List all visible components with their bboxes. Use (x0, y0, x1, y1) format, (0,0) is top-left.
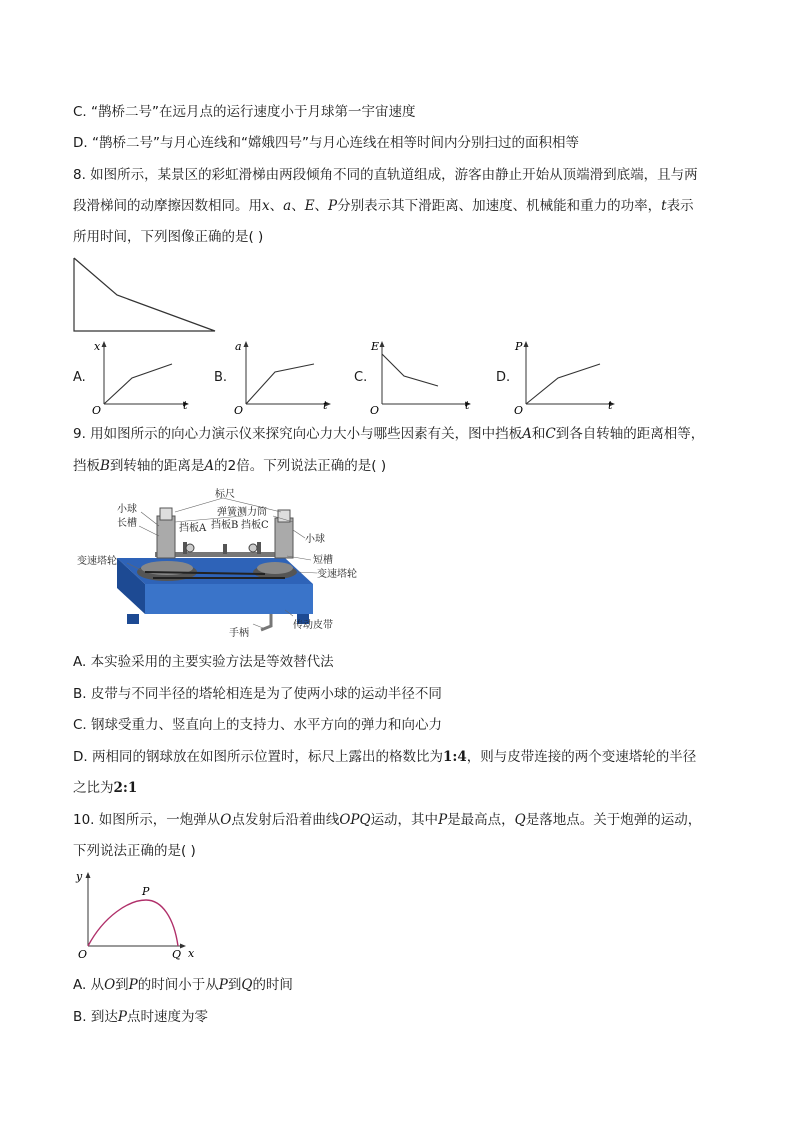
axis-y-label: y (76, 870, 83, 883)
label-short-groove: 短槽 (313, 555, 333, 566)
q10-option-a-text: 的时间小于从 (137, 977, 219, 993)
label-tower-wheel-right: 变速塔轮 (317, 569, 357, 580)
q7-option-d: D. “鹊桥二号”与月心连线和“嫦娥四号”与月心连线在相等时间内分别扫过的面积相等 (73, 135, 579, 151)
ball-left (186, 544, 194, 552)
label-ruler: 标尺 (215, 489, 235, 500)
q8-stem-text: 段滑梯间的动摩擦因数相同。用 (73, 198, 262, 214)
label-ball-left: 小球 (117, 504, 137, 515)
plate-c (257, 542, 261, 554)
point-p-label: P (142, 885, 150, 898)
graph-curve (526, 364, 600, 404)
q8-option-d-label: D. (496, 370, 511, 385)
q8-graph-c (368, 338, 476, 416)
q9-symbol-a: A (204, 458, 215, 474)
label-spring-cylinder: 弹簧测力筒 (217, 507, 267, 518)
graph-x-label: t (183, 399, 188, 412)
q9-stem-line2 (73, 456, 386, 476)
trajectory-curve (88, 900, 178, 946)
label-long-groove: 长槽 (117, 518, 137, 529)
q10-option-b-text: 点时速度为零 (126, 1009, 208, 1025)
q10-stem-line1 (73, 810, 701, 830)
q10-symbol-p: P (438, 812, 448, 828)
q8-option-b-label: B. (214, 370, 228, 385)
q9-stem-text: 到各自转轴的距离相等， (555, 426, 705, 442)
graph-curve (382, 354, 438, 386)
q10-symbol-q: Q (514, 812, 526, 828)
q10-option-a-text: 到 (115, 977, 129, 993)
base-front (145, 584, 313, 614)
label-ball-right: 小球 (305, 534, 325, 545)
graph-x-label: t (323, 399, 328, 412)
q8-graph-b (232, 338, 337, 416)
q10-symbol-p: P (218, 977, 228, 993)
q8-symbol-p: P (328, 198, 338, 214)
ball-right (249, 544, 257, 552)
graph-x-label: t (608, 399, 613, 412)
point-q-label: Q (172, 948, 182, 960)
plate-b (223, 544, 227, 554)
q10-stem-text: 是最高点， (447, 812, 515, 828)
q10-stem-text: 是落地点。关于炮弹的运动， (525, 812, 702, 828)
q8-symbol-x: x (262, 198, 270, 214)
q10-symbol-o: O (220, 812, 232, 828)
q9-stem-text: 9. 用如图所示的向心力演示仪来探究向心力大小与哪些因素有关，图中挡板 (73, 426, 523, 442)
q8-graph-a (90, 338, 195, 416)
point-o-label: O (78, 948, 88, 960)
q10-option-a-text: 的时间 (252, 977, 293, 993)
spring-cylinder-left (157, 516, 175, 558)
q9-option-b: B. 皮带与不同半径的塔轮相连是为了使两小球的运动半径不同 (73, 686, 442, 702)
projectile-figure (74, 868, 204, 960)
q10-stem-text: 运动，其中 (370, 812, 439, 828)
q9-stem-text: 挡板 (73, 458, 100, 474)
graph-origin-label: O (92, 404, 102, 416)
q10-stem-text: 点发射后沿着曲线 (231, 812, 340, 828)
q10-symbol-p: P (117, 1009, 127, 1025)
q8-separator: 、 (269, 198, 284, 214)
q8-separator: 、 (291, 198, 305, 214)
label-handle: 手柄 (229, 628, 249, 639)
q9-symbol-c: C (545, 426, 556, 442)
q10-symbol-p: P (128, 977, 138, 993)
q9-stem-text: 的2倍。下列说法正确的是( ) (214, 458, 387, 474)
q10-option-a-text: 到 (227, 977, 242, 993)
q8-stem-text: 分别表示其下滑距离、加速度、机械能和重力的功率， (337, 198, 662, 214)
label-plate-c: 挡板C (241, 520, 269, 531)
q9-symbol-b: B (100, 458, 110, 474)
centripetal-apparatus-figure (75, 486, 375, 646)
q10-option-b-text: B. 到达 (73, 1009, 118, 1025)
q10-option-a (73, 975, 293, 995)
q9-symbol-a: A (522, 426, 532, 442)
slide-outline (74, 258, 215, 331)
graph-y-label: E (371, 340, 380, 353)
axis-x-label: x (188, 947, 195, 960)
q9-option-c: C. 钢球受重力、竖直向上的支持力、水平方向的弹力和向心力 (73, 717, 443, 733)
q10-stem-text: 10. 如图所示，一炮弹从 (73, 812, 221, 828)
q7-option-c: C. “鹊桥二号”在远月点的运行速度小于月球第一宇宙速度 (73, 104, 416, 120)
q10-symbol-q: Q (241, 977, 253, 993)
q8-stem-line3: 所用时间，下列图像正确的是( ) (73, 229, 264, 245)
q9-option-d-text: 之比为 (73, 780, 114, 796)
label-plate-a: 挡板A (179, 523, 207, 534)
q8-symbol-t: t (661, 198, 667, 214)
graph-curve (104, 364, 172, 404)
graph-y-label: P (515, 340, 523, 353)
q9-ratio-radius: 2:1 (113, 780, 138, 796)
q9-stem-text: 到转轴的距离是 (109, 458, 205, 474)
q9-stem-line1 (73, 424, 704, 444)
q8-graph-d (512, 338, 620, 416)
q8-stem-line2 (73, 196, 694, 216)
slide-figure (70, 254, 220, 334)
q9-option-a: A. 本实验采用的主要实验方法是等效替代法 (73, 654, 334, 670)
q9-ratio-scale: 1:4 (442, 749, 467, 765)
q8-option-c-label: C. (354, 370, 368, 385)
label-plate-b: 挡板B (211, 520, 239, 531)
graph-y-label: x (94, 340, 101, 353)
q10-symbol-o: O (104, 977, 116, 993)
q10-option-a-text: A. 从 (73, 977, 105, 993)
q8-stem-text: 表示 (666, 198, 694, 214)
q8-symbol-a: a (283, 198, 292, 214)
graph-x-label: t (465, 399, 470, 412)
q8-symbol-e: E (304, 198, 315, 214)
q8-stem-line1: 8. 如图所示，某景区的彩虹滑梯由两段倾角不同的直轨道组成，游客由静止开始从顶端滑到底端，且与两 (73, 167, 698, 183)
graph-origin-label: O (234, 404, 244, 416)
q8-option-a-label: A. (73, 370, 86, 385)
q8-separator: 、 (314, 198, 329, 214)
q9-option-d-line1 (73, 747, 696, 767)
spring-cylinder-right (275, 518, 293, 558)
graph-origin-label: O (370, 404, 380, 416)
label-drive-belt: 传动皮带 (293, 620, 333, 631)
q9-stem-text: 和 (531, 426, 546, 442)
q10-symbol-opq: OPQ (339, 812, 371, 828)
graph-origin-label: O (514, 404, 524, 416)
q10-stem-line2: 下列说法正确的是( ) (73, 843, 196, 859)
q10-option-b (73, 1007, 208, 1027)
q9-option-d-line2 (73, 778, 137, 798)
graph-curve (246, 364, 314, 404)
q9-option-d-text: D. 两相同的钢球放在如图所示位置时，标尺上露出的格数比为 (73, 749, 443, 765)
q9-option-d-text: ，则与皮带连接的两个变速塔轮的半径 (466, 749, 697, 765)
graph-y-label: a (235, 340, 242, 353)
label-tower-wheel-left: 变速塔轮 (77, 556, 117, 567)
